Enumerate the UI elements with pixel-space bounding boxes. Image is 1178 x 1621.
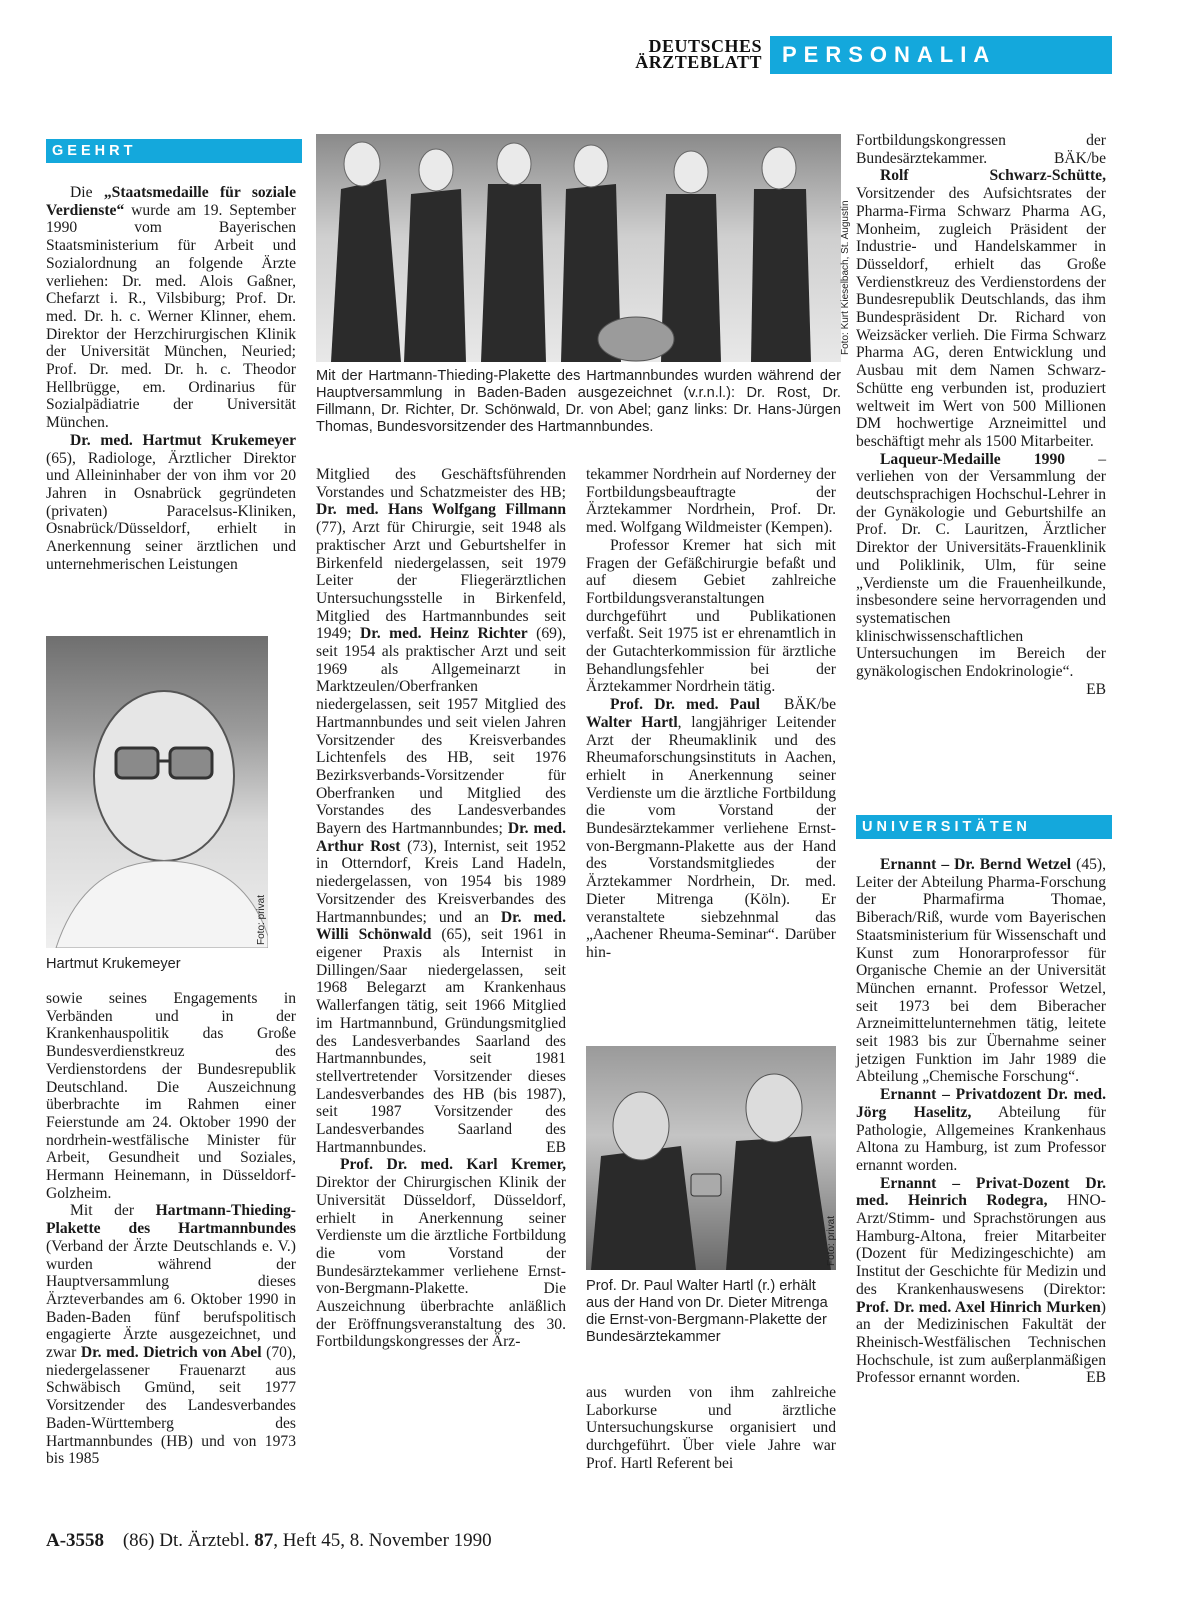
column-1-top [46,184,296,573]
text: Direktor der Chirurgischen Klinik der Universität Düsseldorf, Düsseldorf, erhielt in Anerkennung seiner Verdienste um die ärztliche Fortbildung die vom Vorstand der Bundesärztekammer verliehene Ernst-von-Bergmann-Plakette. Die Auszeichnung überbrachte anläßlich der Eröffnungsveranstaltung des 30. Fortbildungskongresses der Ärz- [316,1174,566,1351]
text: Fortbildungskongressen der Bundesärztekammer. [856,132,1106,167]
article-kremer [316,1156,566,1351]
article-schwarz-schuette [856,167,1106,450]
section-header-universitaeten [856,815,1112,839]
column-4-top [856,132,1106,699]
person-name: Ernannt – Dr. Bernd Wetzel [880,856,1072,873]
column-4-bottom [856,856,1106,1387]
text: (73), Internist, seit 1952 in Otterndorf, Kreis Land Hadeln, niedergelassen, von 1954 bis 1989 Vorsitzender des Kreisverbandes des Hartmannbundes; und an [316,837,567,926]
footer-volume: 87 [254,1530,274,1551]
article-laqueur-medaille [856,450,1106,698]
masthead-line2: ÄRZTEBLATT [635,52,762,72]
hartl-photo-caption: Prof. Dr. Paul Walter Hartl (r.) erhält aus der Hand von Dr. Dieter Mitrenga die Ernst-von-Bergmann-Plakette der Bundesärztekammer [586,1278,828,1345]
section-banner [770,36,1112,74]
section-header-geehrt [46,139,302,163]
text: (77), Arzt für Chirurgie, seit 1948 als praktischer Arzt und Geburtshelfer in Birkenfeld niedergelassen, seit 1979 Leiter der Fliegerärztlichen Untersuchungsstelle in Birkenfeld, Mitglied des Hartmannbundes seit 1949; [316,519,566,643]
person-name: Dr. med. Arthur Rost [316,820,567,855]
person-name: Ernannt – Privat-Dozent Dr. med. Heinrich Rodegra, [856,1174,1106,1210]
section-banner-label: PERSONALIA [782,42,997,67]
text: (70), niedergelassener Frauenarzt aus Schwäbisch Gmünd, seit 1977 Vorsitzender des Landesverbandes Baden-Württemberg des Hartmannbundes (HB) und von 1973 bis 1985 [46,1344,296,1468]
article-krukemeyer [46,432,296,574]
person-name: Dr. med. Hans Wolfgang Fillmann [316,501,566,519]
text: – verliehen von der Versammlung der deutschsprachigen Hochschul-Lehrer in der Gynäkologie und Geburtshilfe an Prof. Dr. C. Lauritzen, Ärztlicher Direktor der Universitäts-Frauenklinik und Poliklinik, Ulm, für seine „Verdienste um die Frauenheilkunde, insbesondere seine hervorragenden und systematischen klinischwissenschaftlichen Untersuchungen im Bereich der gynäkologischen Endokrinologie“. [856,450,1106,681]
article-haselitz [856,1086,1106,1175]
person-name: Dr. med. Dietrich von Abel [80,1344,262,1362]
text: ) an der Medizinischen Fakultät der Rheinisch-Westfälischen Technischen Hochschule, ist zum außerplanmäßigen Professor ernannt worden. [856,1298,1106,1387]
award-name: Laqueur-Medaille 1990 [880,450,1066,468]
text: (69), seit 1954 als praktischer Arzt und seit 1969 als Allgemeinarzt in Marktzeulen/Oberfranken niedergelassen, seit 1957 Mitglied des Hartmannbundes und seit vielen Jahren Vorsitzender des Kreisverbandes Lichtenfels des HB, seit 1976 Bezirksverbands-Vorsitzender für Oberfranken und Mitglied des Vorstandes des Landesverbandes Bayern des Hartmannbundes; [316,625,567,838]
person-name: Dr. med. Willi Schönwald [316,908,566,944]
text: (65), seit 1961 in eigener Praxis als Internist in Dillingen/Saar niedergelassen, seit 1968 Belegarzt am Krankenhaus Wallerfangen tätig, seit 1966 Mitglied im Hartmannbund, Gründungsmitglied des Landesverbandes Saarland des Hartmannbundes, seit 1981 stellvertretender Vorsitzender dieses Landesverbandes des HB (bis 1987), seit 1987 Vorsitzender des Landesverbandes Saarland des Hartmannbundes. [316,926,566,1156]
text: (Verband der Ärzte Deutschlands e. V.) wurden während der Hauptversammlung dieses Ärzteverbandes am 6. Oktober 1990 in Baden-Baden fünf berufspolitisch engagierte Ärzte ausgezeichnet, und zwar [46,1237,296,1362]
portrait-silhouette-icon [46,636,268,948]
article-kremer-cont: tekammer Nordrhein auf Norderney der Fortbildungsbeauftragte der Ärztekammer Nordrhein, Prof. Dr. med. Wolfgang Wildmeister (Kempen). [586,466,836,537]
group-photo-caption: Mit der Hartmann-Thieding-Plakette des Hartmannbundes wurden während der Hauptversammlung in Baden-Baden ausgezeichnet (v.r.n.l.): Dr. Rost, Dr. Fillmann, Dr. Richter, Dr. Schönwald, Dr. von Abel; ganz links: Dr. Hans-Jürgen Thomas, Bundesvorsitzender des Hartmannbundes. [316,368,841,435]
article-hartmann-thieding [46,1202,296,1468]
page-number: A-3558 [46,1530,105,1551]
portrait-caption: Hartmut Krukemeyer [46,956,181,972]
footer-issue: (86) Dt. Ärztebl. [122,1530,250,1551]
signature: EB [1086,1369,1106,1387]
article-hartl-end [856,132,1106,167]
hartl-photo [586,1046,836,1270]
signature: BÄK/be [784,696,836,714]
text: Professor Kremer hat sich mit Fragen der Gefäßchirurgie befaßt und auf diesem Gebiet zahlreiche Fortbildungsveranstaltungen durchgeführt und Publikationen verfaßt. Seit 1975 ist er ehrenamtlich in der Gutachterkommission für ärztliche Behandlungsfehler bei der Ärztekammer Nordrhein tätig. [586,536,836,696]
award-name: Hartmann-Thieding-Plakette des Hartmannbundes [46,1202,296,1238]
group-people-icon [316,134,841,362]
text: (45), Leiter der Abteilung Pharma-Forschung der Pharmafirma Thomae, Biberach/Riß, wurde vom Bayerischen Staatsministerium für Wissenschaft und Kunst zum Honorarprofessor für Organische Chemie an der Universität München ernannt. Professor Wetzel, seit 1973 bei dem Biberacher Arzneimittelunternehmen tätig, leitete seit 1983 bis zur Übernahme seiner jetzigen Funktion im Jahr 1989 die Abteilung „Chemische Forschung“. [856,856,1107,1086]
text: HNO-Arzt/Stimm- und Sprachstörungen aus Hamburg-Altona, freier Mitarbeiter (Dozent für Medizingeschichte) am Institut der Geschichte für Medizin und des Krankenhauswesens (Direktor: [856,1192,1106,1298]
group-photo-credit: Foto: Kurt Kieselbach, St. Augustin [840,200,851,355]
person-name: Prof. Dr. med. Karl Kremer, [340,1156,566,1174]
section-header-universitaeten-label: UNIVERSITÄTEN [862,819,1031,835]
article-hartl-cont: aus wurden von ihm zahlreiche Laborkurse und ärztliche Untersuchungskurse organisiert und durchgeführt. Über viele Jahre war Prof. Hartl Referent bei [586,1384,836,1472]
column-2 [316,466,566,1351]
article-wetzel [856,856,1106,1086]
text: Die [70,184,104,201]
text: wurde am 19. September 1990 vom Bayerischen Staatsministerium für Arbeit und Sozialordnung an folgende Ärzte verliehen: Dr. med. Alois Gaßner, Chefarzt i. R., Vilsbiburg; Prof. Dr. med. Dr. h. c. Werner Klinner, ehem. Direktor der Herzchirurgischen Klinik der Universität München, Neuried; Prof. Dr. med. Dr. h. c. Theodor Hellbrügge, em. Ordinarius für Sozialpädiatrie der Universität München. [46,201,296,432]
person-name: Dr. med. Hartmut Krukemeyer [70,431,296,449]
person-name: Ernannt – Privatdozent Dr. med. Jörg Haselitz, [856,1086,1106,1121]
page-footer [46,1530,492,1552]
text: Abteilung für Pathologie, Allgemeines Krankenhaus Altona zu Hamburg, ist zum Professor ernannt worden. [856,1103,1106,1174]
article-hartmann-thieding-cont [316,466,566,1156]
person-name: Prof. Dr. med. Paul Walter Hartl [586,696,761,731]
text: Vorsitzender des Aufsichtsrates der Pharma-Firma Schwarz Pharma AG, Monheim, zugleich Präsident der Industrie- und Handelskammer in Düsseldorf, erhielt das Große Verdienstkreuz des Verdienstordens der Bundesrepublik Deutschlands, das ihm Bundespräsident Dr. Richard von Weizsäcker verlieh. Die Firma Schwarz Pharma AG, deren Entwicklung und Ausbau mit dem Namen Schwarz-Schütte eng verbunden ist, produziert weltweit im Wert von 500 Millionen DM hochwertige Arzneimittel und beschäftigt mehr als 1500 Mitarbeiter. [856,185,1106,450]
section-header-geehrt-label: GEEHRT [52,143,137,159]
portrait-photo [46,636,268,948]
column-1-bottom [46,990,296,1468]
article-staatsmedaille [46,184,296,432]
text: Mit der [70,1202,156,1220]
text: , langjähriger Leitender Arzt der Rheumaklinik und des Rheumaforschungsinstituts in Aachen, erhielt in Anerkennung seiner Verdienste um die ärztliche Fortbildung die vom Vorstand der Bundesärztekammer verliehene Ernst-von-Bergmann-Plakette aus der Hand des Vorstandsmitgliedes der Ärztekammer Nordrhein, Dr. med. Dieter Mitrenga (Köln). Er veranstaltete siebzehnmal das „Aachener Rheuma-Seminar“. Darüber hin- [586,713,836,961]
masthead-line1: DEUTSCHES [648,36,762,56]
article-rodegra [856,1175,1106,1387]
footer-date: , Heft 45, 8. November 1990 [273,1530,492,1551]
masthead-title [590,38,762,70]
group-photo [316,134,841,362]
hartl-photo-credit: Foto: privat [826,1215,837,1266]
article-krukemeyer-cont: sowie seines Engagements in Verbänden und in der Krankenhauspolitik das Große Bundesverdienstkreuz des Verdienstordens der Bundesrepublik Deutschland. Die Auszeichnung überbrachte im Rahmen einer Feierstunde am 24. Oktober 1990 der nordrhein-westfälische Minister für Arbeit, Gesundheit und Soziales, Hermann Heinemann, in Düsseldorf-Golzheim. [46,990,296,1202]
signature: BÄK/be [1054,149,1106,167]
column-3-top [586,466,836,962]
text: Mitglied des Geschäftsführenden Vorstandes und Schatzmeister des HB; [316,466,566,501]
person-name: Prof. Dr. med. Axel Hinrich Murken [856,1298,1101,1316]
signature: EB [546,1138,566,1156]
award-handover-icon [586,1046,836,1270]
signature: EB [1086,680,1106,698]
portrait-credit: Foto: privat [256,894,267,945]
person-name: Rolf Schwarz-Schütte, [880,167,1106,185]
column-3-bottom [586,1384,836,1473]
award-name: „Staatsmedaille für soziale Verdienste“ [46,184,296,219]
article-hartl [586,696,836,962]
text: (65), Radiologe, Ärztlicher Direktor und Alleininhaber der von ihm vor 20 Jahren in Osnabrück gegründeten (privaten) Paracelsus-Kliniken, Osnabrück/Düsseldorf, erhielt in Anerkennung seiner ärztlichen und unternehmerischen Leistungen [46,449,296,573]
person-name: Dr. med. Heinz Richter [359,625,528,643]
